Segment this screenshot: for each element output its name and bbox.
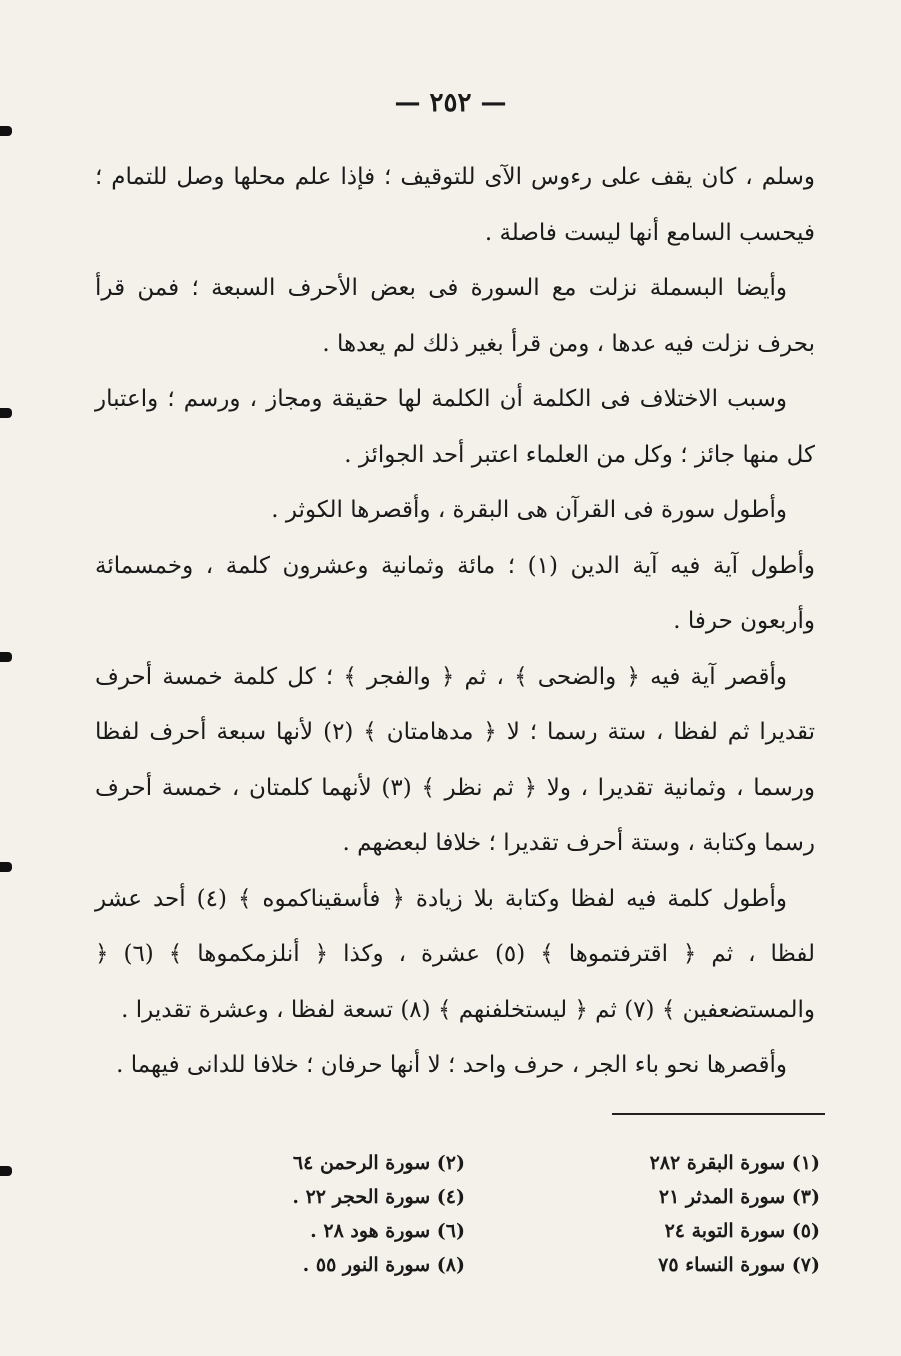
footnote: (٦) سورة هود ٢٨ . bbox=[310, 1220, 465, 1242]
margin-mark bbox=[0, 1166, 12, 1176]
paragraph: وسبب الاختلاف فى الكلمة أن الكلمة لها حقيقة ومجاز ، ورسم ؛ واعتبار كل منها جائز ؛ وكل من العلماء اعتبر أحد الجوائز . bbox=[95, 386, 815, 468]
footnote: (٢) سورة الرحمن ٦٤ bbox=[292, 1152, 465, 1174]
page-number: — ٢٥٢ — bbox=[394, 88, 507, 118]
margin-mark bbox=[0, 408, 12, 418]
paragraph: وأطول آية فيه آية الدين (١) ؛ مائة وثمانية وعشرون كلمة ، وخمسمائة وأربعون حرفا . bbox=[95, 552, 815, 634]
paragraph: وأقصر آية فيه ﴿ والضحى ﴾ ، ثم ﴿ والفجر ﴾ ؛ كل كلمة خمسة أحرف تقديرا ثم لفظا ، ستة رسما ؛ لا ﴿ مدهامتان ﴾ (٢) لأنها سبعة أحرف لفظا ورسما ، وثمانية تقديرا ، ولا ﴿ ثم نظر ﴾ (٣) لأنهما كلمتان ، خمسة أحرف رسما وكتابة ، وستة أحرف تقديرا ؛ خلافا لبعضهم . bbox=[95, 663, 815, 856]
footnotes bbox=[230, 1148, 820, 1280]
margin-mark bbox=[0, 126, 12, 136]
paragraph: وأطول سورة فى القرآن هى البقرة ، وأقصرها الكوثر . bbox=[271, 497, 787, 523]
paragraph: وأطول كلمة فيه لفظا وكتابة بلا زيادة ﴿ فأسقيناكموه ﴾ (٤) أحد عشر لفظا ، ثم ﴿ اقترفتموها ﴾ (٥) عشرة ، وكذا ﴿ أنلزمكموها ﴾ (٦) ﴿ والمستضعفين ﴾ (٧) ثم ﴿ ليستخلفنهم ﴾ (٨) تسعة لفظا ، وعشرة تقديرا . bbox=[95, 885, 816, 1023]
footnote: (٥) سورة التوبة ٢٤ bbox=[664, 1220, 820, 1242]
footnote: (١) سورة البقرة ٢٨٢ bbox=[649, 1152, 820, 1174]
footnote: (٨) سورة النور ٥٥ . bbox=[302, 1254, 465, 1276]
footnote: (٣) سورة المدثر ٢١ bbox=[658, 1186, 820, 1208]
footnote: (٤) سورة الحجر ٢٢ . bbox=[292, 1186, 465, 1208]
footnote-divider bbox=[612, 1113, 825, 1115]
footnote: (٧) سورة النساء ٧٥ bbox=[658, 1254, 820, 1276]
margin-mark bbox=[0, 862, 12, 872]
body-text bbox=[95, 150, 815, 1094]
margin-mark bbox=[0, 652, 12, 662]
paragraph: وأقصرها نحو باء الجر ، حرف واحد ؛ لا أنها حرفان ؛ خلافا للدانى فيهما . bbox=[116, 1052, 787, 1078]
paragraph: وأيضا البسملة نزلت مع السورة فى بعض الأحرف السبعة ؛ فمن قرأ بحرف نزلت فيه عدها ، ومن قرأ بغير ذلك لم يعدها . bbox=[95, 275, 815, 357]
paragraph: وسلم ، كان يقف على رءوس الآى للتوقيف ؛ فإذا علم محلها وصل للتمام ؛ فيحسب السامع أنها ليست فاصلة . bbox=[95, 164, 815, 246]
